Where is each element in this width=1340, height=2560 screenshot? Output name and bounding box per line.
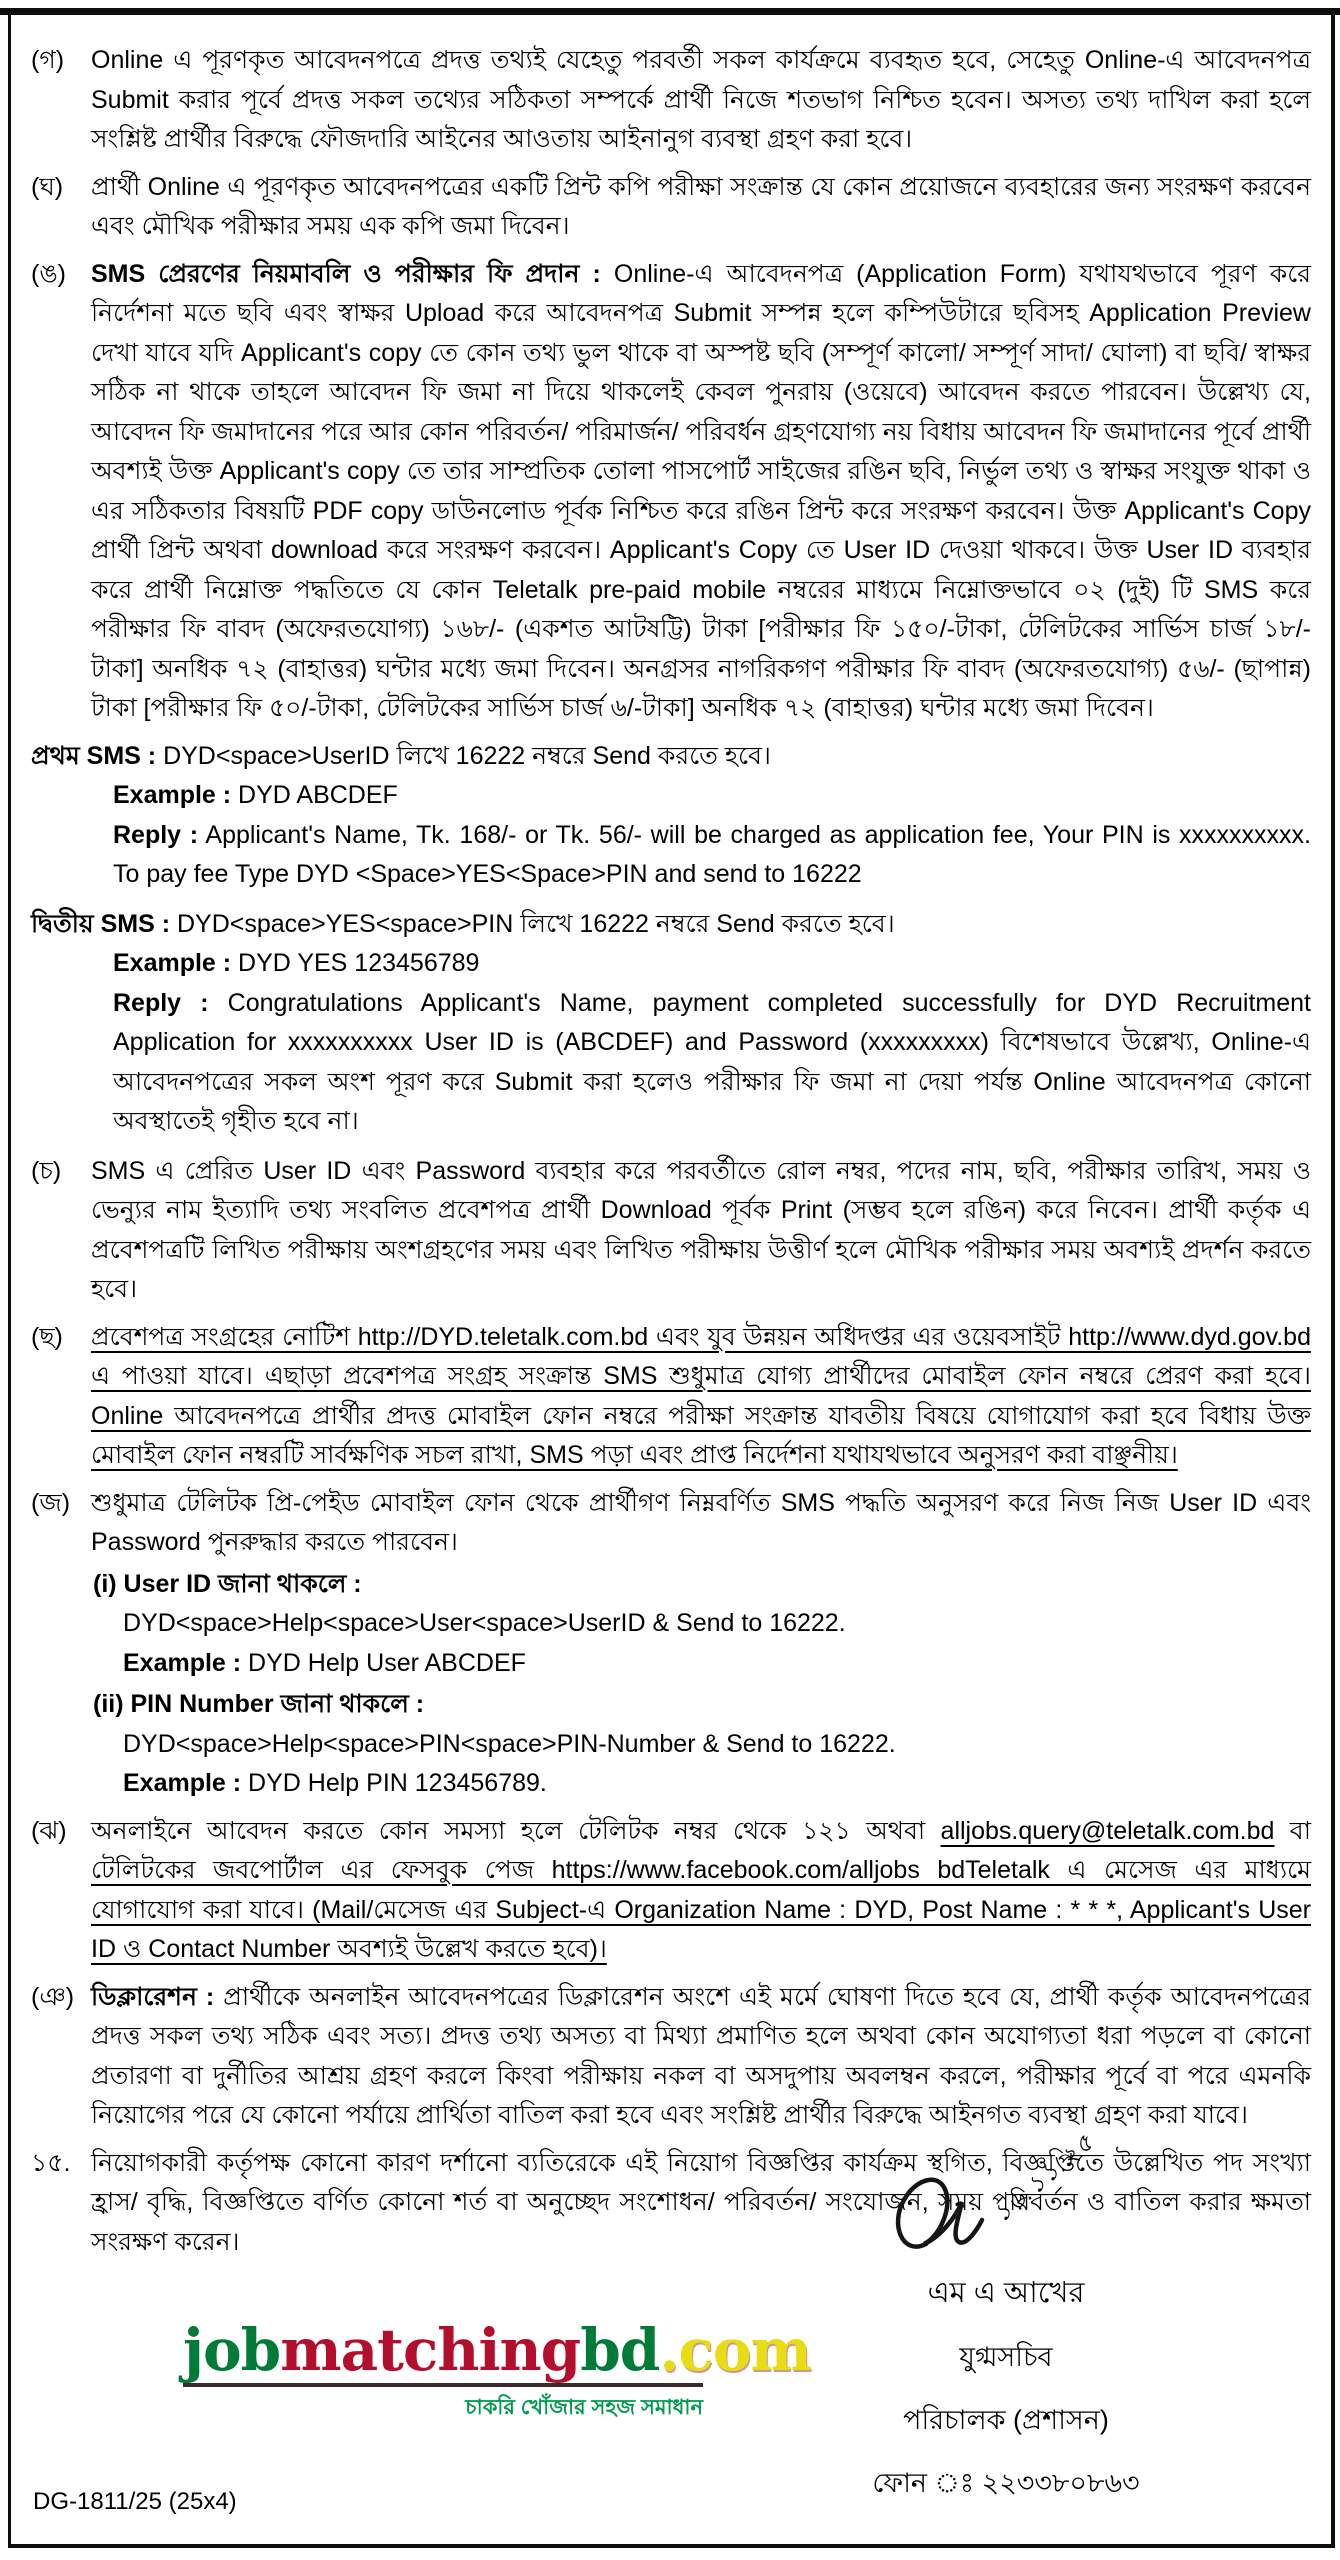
paragraph-text: বা — [1274, 1816, 1311, 1845]
recovery-heading-text: (i) User ID জানা থাকলে : — [93, 1569, 362, 1598]
sms-instruction-line — [31, 737, 1311, 777]
logo-part-job: job — [183, 2316, 281, 2384]
logo-part-com: .com — [659, 2316, 811, 2384]
declaration-heading: ডিক্লারেশন : — [91, 1982, 215, 2011]
logo-part-bd: bd — [580, 2316, 660, 2384]
example-value: DYD Help PIN 123456789. — [241, 1769, 547, 1797]
example-label: Example : — [113, 781, 232, 809]
section-label: (ঘ) — [31, 172, 64, 201]
section-label: (গ) — [31, 46, 65, 74]
document-frame — [8, 15, 1335, 2548]
sms-command: DYD<space>UserID লিখে 16222 নম্বরে Send করতে হবে। — [156, 741, 771, 770]
paragraph-text: Online এ পূরণকৃত আবেদনপত্রে প্রদত্ত তথ্যই যেহেতু পরবর্তী সকল কার্যক্রমে ব্যবহৃত হবে, সেহেতু Online-এ আবেদনপত্র Submit করার পূর্বে প্রদত্ত সকল তথ্যের সঠিকতা সম্পর্কে প্রার্থী নিজে শতভাগ নিশ্চিত হবেন। অসত্য তথ্য দাখিল করা হলে সংশ্লিষ্ট প্রার্থীর বিরুদ্ধে ফৌজদারি আইনের আওতায় আইনানুগ ব্যবস্থা গ্রহণ করা হবে। — [91, 46, 1311, 153]
section-label: (ঞ) — [31, 1982, 75, 2011]
sms-example-line — [113, 776, 1311, 816]
section-text — [91, 1978, 1311, 2136]
section-text — [91, 1152, 1311, 1310]
recovery-item-heading — [93, 1565, 1311, 1605]
section-ja — [31, 1484, 1311, 1804]
reply-value: Applicant's Name, Tk. 168/- or Tk. 56/- will be charged as application fee, Your PIN is xxxxxxxxxx. To pay fee Type DYD <Space>YES<Space>PIN and send to 16222 — [113, 820, 1311, 888]
sms-reply-line — [113, 816, 1311, 895]
recovery-item-userid — [91, 1565, 1311, 1684]
section-chha — [31, 1318, 1311, 1476]
recovery-example-line — [123, 1764, 1311, 1804]
reply-label: Reply : — [113, 820, 199, 849]
example-value: DYD YES 123456789 — [231, 949, 480, 977]
recovery-command: DYD<space>Help<space>PIN<space>PIN-Number & Send to 16222. — [123, 1729, 896, 1758]
section-jha — [31, 1812, 1311, 1970]
jobmatchingbd-logo — [183, 2316, 811, 2426]
section-text — [91, 255, 1311, 729]
example-value: DYD Help User ABCDEF — [241, 1648, 526, 1677]
underlined-notice-text: প্রবেশপত্র সংগ্রহের নোটিশ http://DYD.teletalk.com.bd এবং যুব উন্নয়ন অধিদপ্তর এর ওয়েবসাইট http://www.dyd.gov.bd এ পাওয়া যাবে। এছাড়া প্রবেশপত্র সংগ্রহ সংক্রান্ত SMS শুধুমাত্র যোগ্য প্রার্থীদের মোবাইল ফোন নম্বরে প্রেরণ করা হবে। Online আবেদনপত্রে প্রার্থীর প্রদত্ত মোবাইল ফোন নম্বরে পরীক্ষা সংক্রান্ত যাবতীয় বিষয়ে যোগাযোগ করা হবে বিধায় উক্ত মোবাইল ফোন নম্বরটি সার্বক্ষণিক সচল রাখা, SMS পড়া এবং প্রাপ্ত নির্দেশনা যথাযথভাবে অনুসরণ করা বাঞ্ছনীয়। — [91, 1322, 1311, 1469]
reply-label: Reply : — [113, 988, 209, 1017]
facebook-contact-text: টেলিটকের জবপোর্টাল এর ফেসবুক পেজ https://www.facebook.com/alljobs bdTeletalk এ মেসেজ এর মাধ্যমে যোগাযোগ করা যাবে। (Mail/মেসেজ এর Subject-এ Organization Name : DYD, Post Name : * * *, Applicant's User ID ও Contact Number অবশ্যই উল্লেখ করতে হবে)। — [91, 1856, 1311, 1963]
print-reference-code: DG-1811/25 (25x4) — [33, 2488, 237, 2515]
section-text — [91, 41, 1311, 160]
sms-reply-line — [113, 984, 1311, 1142]
signatory-designation-1: যুগ্মসচিব — [959, 2342, 1053, 2372]
recovery-item-pin — [91, 1685, 1311, 1804]
section-label: (চ) — [31, 1156, 62, 1185]
section-gha — [31, 168, 1311, 247]
sms-title: দ্বিতীয় SMS : — [31, 909, 171, 938]
example-label: Example : — [113, 949, 232, 977]
signature-block — [791, 2128, 1221, 2508]
signatory-phone: ফোন ঃ ২২৩৩৮০৮৬৩ — [872, 2468, 1140, 2498]
example-value: DYD ABCDEF — [231, 781, 398, 809]
section-label: (ঝ) — [31, 1816, 67, 1845]
signature-area — [791, 2128, 1221, 2276]
section-label: (ঙ) — [31, 259, 66, 288]
section-text — [91, 168, 1311, 247]
paragraph-text: শুধুমাত্র টেলিটক প্রি-পেইড মোবাইল ফোন থেকে প্রার্থীগণ নিম্নবর্ণিত SMS পদ্ধতি অনুসরণ করে নিজ নিজ User ID এবং Password পুনরুদ্ধার করতে পারবেন। — [91, 1488, 1311, 1556]
reply-value: Congratulations Applicant's Name, payment completed successfully for DYD Recruitment Application for xxxxxxxxxx User ID is (ABCDEF) and Password (xxxxxxxxx) বিশেষভাবে উল্লেখ্য, Online-এ আবেদনপত্রের সকল অংশ পূরণ করে Submit করা হলেও পরীক্ষার ফি জমা না দেয়া পর্যন্ত Online আবেদনপত্র কোনো অবস্থাতেই গৃহীত হবে না। — [113, 988, 1311, 1135]
section-text — [91, 1318, 1311, 1476]
signatory-designation-2: পরিচালক (প্রশাসন) — [903, 2405, 1109, 2435]
sms-title: প্রথম SMS : — [31, 741, 157, 770]
section-ga — [31, 41, 1311, 160]
first-sms-block — [31, 737, 1311, 895]
recovery-item-heading — [93, 1685, 1311, 1725]
section-text — [91, 1484, 1311, 1804]
paragraph-text: অনলাইনে আবেদন করতে কোন সমস্যা হলে টেলিটক নম্বর থেকে ১২১ অথবা — [91, 1816, 941, 1845]
section-nya — [31, 1978, 1311, 2136]
sms-instruction-line — [31, 905, 1311, 945]
paragraph-text: প্রার্থী Online এ পূরণকৃত আবেদনপত্রের একটি প্রিন্ট কপি পরীক্ষা সংক্রান্ত যে কোন প্রয়োজনে ব্যবহারের জন্য সংরক্ষণ করবেন এবং মৌখিক পরীক্ষার সময় এক কপি জমা দিবেন। — [91, 172, 1311, 240]
logo-part-matching: matching — [280, 2316, 581, 2384]
recovery-command: DYD<space>Help<space>User<space>UserID & Send to 16222. — [123, 1609, 846, 1637]
paragraph-text: নিয়োগকারী কর্তৃপক্ষ কোনো কারণ দর্শানো ব্যতিরেকে এই নিয়োগ বিজ্ঞপ্তির কার্যক্রম স্থগিত, বিজ্ঞপ্তিতে উল্লেখিত পদ সংখ্যা হ্রাস/ বৃদ্ধি, বিজ্ঞপ্তিতে বর্ণিত কোনো শর্ত বা অনুচ্ছেদ সংশোধন/ পরিবর্তন/ সংযোজন, সময় পরিবর্তন ও বাতিল করার ক্ষমতা সংরক্ষণ করেন। — [91, 2148, 1311, 2256]
example-label: Example : — [123, 1648, 242, 1677]
sms-command: DYD<space>YES<space>PIN লিখে 16222 নম্বরে Send করতে হবে। — [170, 909, 895, 938]
section-label: ১৫. — [31, 2148, 71, 2177]
second-sms-block — [31, 905, 1311, 1142]
logo-wordmark — [183, 2316, 811, 2384]
section-text — [91, 1812, 1311, 1970]
paragraph-text: SMS এ প্রেরিত User ID এবং Password ব্যবহার করে পরবর্তীতে রোল নম্বর, পদের নাম, ছবি, পরীক্ষার তারিখ, সময় ও ভেন্যুর নাম ইত্যাদি তথ্য সংবলিত প্রবেশপত্র প্রার্থী Download পূর্বক Print (সম্ভব হলে রঙিন) করে নিবেন। প্রার্থী কর্তৃক এ প্রবেশপত্রটি লিখিত পরীক্ষায় অংশগ্রহণের সময় এবং লিখিত পরীক্ষায় উত্তীর্ণ হলে মৌখিক পরীক্ষার সময় অবশ্যই প্রদর্শন করতে হবে। — [91, 1156, 1311, 1303]
support-email-text: alljobs.query@teletalk.com.bd — [940, 1816, 1275, 1845]
paragraph-text: প্রার্থীকে অনলাইন আবেদনপত্রের ডিক্লারেশন অংশে এই মর্মে ঘোষণা দিতে হবে যে, প্রার্থী কর্তৃক আবেদনপত্রের প্রদত্ত সকল তথ্য সঠিক এবং সত্য। প্রদত্ত তথ্য অসত্য বা মিথ্যা প্রমাণিত হলে অথবা কোন অযোগ্যতা ধরা পড়লে বা কোনো প্রতারণা বা দুর্নীতির আশ্রয় গ্রহণ করলে কিংবা পরীক্ষায় নকল বা অসদুপায় অবলম্বন করলে, পরীক্ষার পূর্বে বা পরে এমনকি নিয়োগের পরে যে কোনো পর্যায়ে প্রার্থিতা বাতিল করা হবে এবং সংশ্লিষ্ট প্রার্থীর বিরুদ্ধে আইনগত ব্যবস্থা গ্রহণ করা যাবে। — [91, 1982, 1312, 2129]
example-label: Example : — [123, 1769, 242, 1797]
logo-tagline: চাকরি খোঁজার সহজ সমাধান — [465, 2396, 703, 2419]
section-label: (জ) — [31, 1488, 71, 1517]
top-border-line — [0, 8, 1340, 15]
signature-date: ১৬.১১.২৫ — [988, 2128, 1100, 2228]
recovery-heading-text: (ii) PIN Number জানা থাকলে : — [93, 1690, 425, 1718]
sms-example-line — [113, 944, 1311, 984]
recovery-example-line — [123, 1644, 1311, 1684]
signatory-name: এম এ আখের — [927, 2277, 1085, 2309]
section-cha — [31, 1152, 1311, 1310]
section-uma — [31, 255, 1311, 729]
section-bold-heading: SMS প্রেরণের নিয়মাবলি ও পরীক্ষার ফি প্রদান : — [91, 259, 601, 288]
paragraph-text: Online-এ আবেদনপত্র (Application Form) যথাযথভাবে পূরণ করে নির্দেশনা মতে ছবি এবং স্বাক্ষর Upload করে আবেদনপত্র Submit সম্পন্ন হলে কম্পিউটারে ছবিসহ Application Preview দেখা যাবে যদি Applicant's copy তে কোন তথ্য ভুল থাকে বা অস্পষ্ট ছবি (সম্পূর্ণ কালো/ সম্পূর্ণ সাদা/ ঘোলা) বা ছবি/ স্বাক্ষর সঠিক না থাকে তাহলে আবেদন ফি জমা না দিয়ে থাকলেই কেবল পুনরায় (ওয়েবে) আবেদন করতে পারবেন। উল্লেখ্য যে, আবেদন ফি জমাদানের পরে আর কোন পরিবর্তন/ পরিমার্জন/ পরিবর্ধন গ্রহণযোগ্য নয় বিধায় আবেদন ফি জমাদানের পূর্বে প্রার্থী অবশ্যই উক্ত Applicant's copy তে তার সাম্প্রতিক তোলা পাসপোর্ট সাইজের রঙিন ছবি, নির্ভুল তথ্য ও স্বাক্ষর সংযুক্ত থাকা ও এর সঠিকতার বিষয়টি PDF copy ডাউনলোড পূর্বক নিশ্চিত করে রঙিন প্রিন্ট করে সংরক্ষণ করবেন। উক্ত Applicant's Copy প্রার্থী প্রিন্ট অথবা download করে সংরক্ষণ করবেন। Applicant's Copy তে User ID দেওয়া থাকবে। উক্ত User ID ব্যবহার করে প্রার্থী নিম্নোক্ত পদ্ধতিতে যে কোন Teletalk pre-paid mobile নম্বরের মাধ্যমে নিম্নোক্তভাবে ০২ (দুই) টি SMS করে পরীক্ষার ফি বাবদ (অফেরতযোগ্য) ১৬৮/- (একশত আটষট্টি) টাকা [পরীক্ষার ফি ১৫০/-টাকা, টেলিটকের সার্ভিস চার্জ ১৮/-টাকা] অনধিক ৭২ (বাহাত্তর) ঘন্টার মধ্যে জমা দিবেন। অনগ্রসর নাগরিকগণ পরীক্ষার ফি বাবদ (অফেরতযোগ্য) ৫৬/- (ছাপান্ন) টাকা [পরীক্ষার ফি ৫০/-টাকা, টেলিটকের সার্ভিস চার্জ ৬/-টাকা] অনধিক ৭২ (বাহাত্তর) ঘন্টার মধ্যে জমা দিবেন। — [91, 259, 1311, 722]
section-label: (ছ) — [31, 1322, 63, 1351]
